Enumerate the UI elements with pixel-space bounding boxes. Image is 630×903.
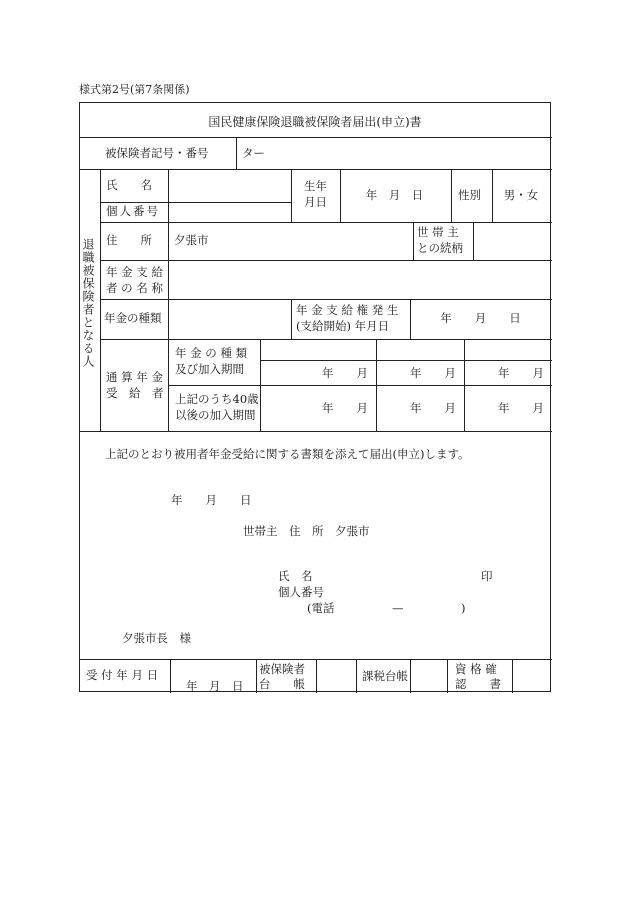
rule	[447, 659, 448, 693]
period-year-month: 年 月	[322, 401, 368, 415]
rule	[100, 202, 291, 203]
address-label: 住 所	[106, 233, 152, 247]
retiree-side-label: 退職被保険者となる人	[81, 238, 95, 368]
qualification-label: 認 書	[455, 677, 501, 691]
name-label: 氏 名	[106, 178, 152, 192]
combined-pension-label: 受 給 者	[106, 386, 164, 400]
rule	[168, 299, 169, 339]
phone-line: (電話 — )	[307, 601, 466, 615]
ledger-label: 被保険者	[259, 662, 305, 676]
personal-number-label: 個人番号	[106, 204, 160, 218]
rule	[413, 222, 414, 261]
period-year-month: 年 月	[322, 366, 368, 380]
householder-address: 世帯主 住 所 夕張市	[243, 524, 370, 538]
rule	[376, 339, 377, 431]
rule	[236, 137, 237, 169]
combined-after40-label: 上記のうち40歳	[175, 392, 259, 406]
sex-label: 性別	[458, 188, 481, 202]
form-title: 国民健康保険退職被保険者届出(申立)書	[208, 115, 422, 129]
declaration-text: 上記のとおり被用者年金受給に関する書類を添えて届出(申立)します。	[105, 447, 470, 461]
combined-type-label: 年 金 の 種 類	[175, 346, 248, 360]
seal-mark: 印	[481, 569, 493, 583]
rule	[260, 360, 552, 361]
period-year-month: 年 月	[498, 401, 544, 415]
birth-label: 生年	[304, 179, 327, 193]
rule	[80, 137, 552, 138]
form-number-label: 様式第2号(第7条関係)	[79, 83, 190, 96]
ledger-label: 台 帳	[259, 677, 305, 691]
address-value: 夕張市	[174, 233, 209, 247]
insured-symbol-label: 被保険者記号・番号	[105, 146, 209, 160]
birth-value: 年 月 日	[365, 188, 424, 202]
declaration-date: 年 月 日	[171, 493, 252, 507]
addressee: 夕張市長 様	[122, 631, 191, 645]
rule	[80, 431, 552, 432]
rule	[170, 659, 171, 693]
rule	[464, 339, 465, 431]
householder-personal-number: 個人番号	[278, 585, 324, 599]
combined-type-label: 及び加入期間	[175, 362, 244, 376]
sex-value: 男・女	[503, 188, 539, 202]
pension-start-value: 年 月 日	[440, 311, 521, 325]
rule	[473, 222, 474, 261]
rule	[80, 169, 552, 170]
pension-type-label: 年金の種類	[104, 311, 162, 325]
rule	[168, 385, 552, 386]
rule	[316, 659, 317, 693]
rule	[291, 169, 292, 223]
combined-after40-label: 以後の加入期間	[175, 408, 256, 422]
rule	[168, 222, 169, 261]
pension-payer-label: 者 の 名 称	[106, 281, 163, 295]
birth-label: 月日	[304, 195, 327, 209]
qualification-label: 資 格 確	[455, 662, 497, 676]
householder-name-label: 氏 名	[278, 569, 313, 583]
period-year-month: 年 月	[410, 401, 456, 415]
relation-label: 世 帯 主	[417, 225, 459, 239]
rule	[356, 659, 357, 693]
insured-symbol-value: ター	[242, 146, 265, 160]
rule	[451, 169, 452, 223]
pension-start-label: (支給開始) 年月日	[296, 319, 390, 333]
tax-ledger-label: 課税台帳	[362, 669, 408, 683]
rule	[512, 659, 513, 693]
received-date-value: 年 月 日	[186, 679, 244, 693]
pension-payer-label: 年 金 支 給	[106, 265, 163, 279]
rule	[291, 299, 292, 339]
relation-label: との続柄	[417, 241, 463, 255]
period-year-month: 年 月	[410, 366, 456, 380]
period-year-month: 年 月	[498, 366, 544, 380]
rule	[168, 169, 169, 223]
rule	[256, 659, 257, 693]
rule	[168, 260, 169, 299]
rule	[260, 339, 261, 431]
rule	[168, 339, 169, 431]
combined-pension-label: 通 算 年 金	[106, 370, 163, 384]
received-date-label: 受 付 年 月 日	[86, 668, 159, 682]
pension-start-label: 年 金 支 給 権 発 生	[296, 303, 399, 317]
rule	[410, 659, 411, 693]
rule	[100, 169, 101, 431]
